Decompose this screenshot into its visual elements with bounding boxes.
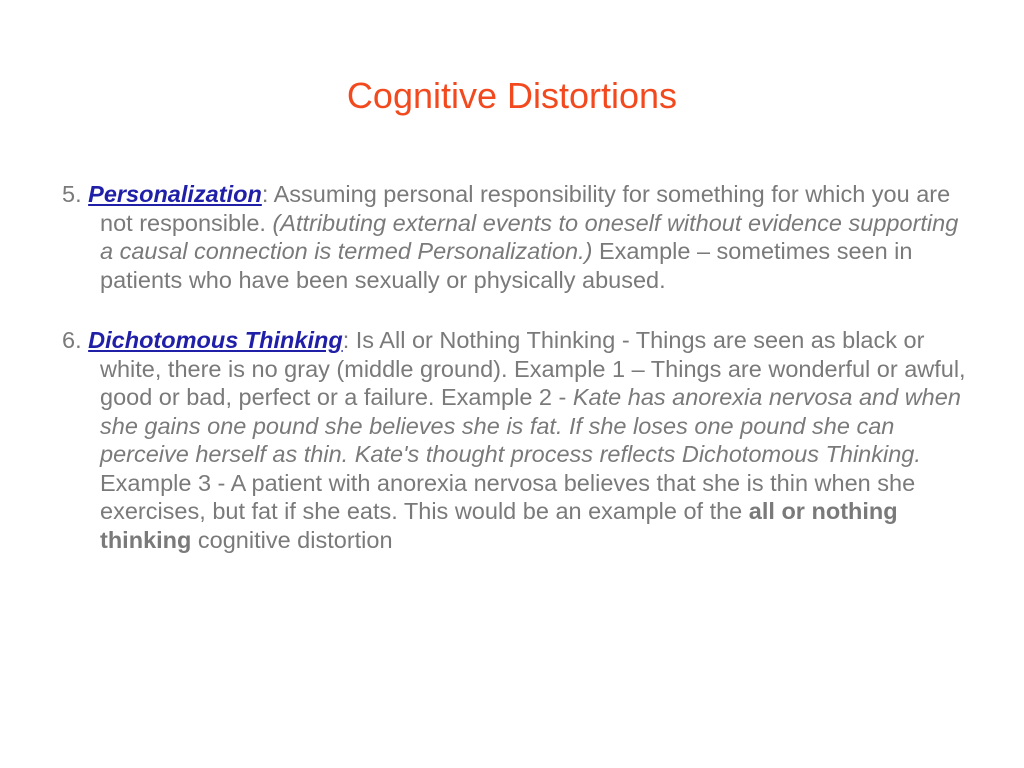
list-item-dichotomous-thinking xyxy=(62,326,972,554)
italic-example: Kate has anorexia nervosa and when she gains one pound she believes she is fat. If she loses one pound she can perceive herself as thin. Kate's thought process reflects Dichotomous Thinking. xyxy=(100,384,961,467)
term-dichotomous-thinking: Dichotomous Thinking xyxy=(88,327,343,353)
list-item-personalization xyxy=(62,180,972,294)
term-separator: : xyxy=(261,181,274,207)
closing-text: cognitive distortion xyxy=(191,526,393,553)
definition-text: Assuming personal responsibility for something for which you are not responsible. xyxy=(100,181,951,236)
slide-title: Cognitive Distortions xyxy=(346,75,678,116)
term-separator: : xyxy=(342,327,356,353)
italic-explanation: (Attributing external events to oneself without evidence supporting a causal connection is termed Personalization.) xyxy=(100,209,959,264)
item-number: 5. xyxy=(62,181,89,207)
example-text: Example 3 - A patient with anorexia nervosa believes that she is thin when she exercises, but fat if she eats. This would be an example of the xyxy=(100,469,916,524)
slide-body xyxy=(62,180,972,586)
item-number: 6. xyxy=(62,327,89,353)
definition-text: Is All or Nothing Thinking - Things are seen as black or white, there is no gray (middle ground). Example 1 – Things are wonderful or awful, good or bad, perfect or a failure. Example 2 - xyxy=(100,327,966,410)
example-text: Example – sometimes seen in patients who have been sexually or physically abused. xyxy=(100,238,913,293)
term-personalization: Personalization xyxy=(88,181,262,207)
bold-phrase: all or nothing thinking xyxy=(100,498,898,553)
